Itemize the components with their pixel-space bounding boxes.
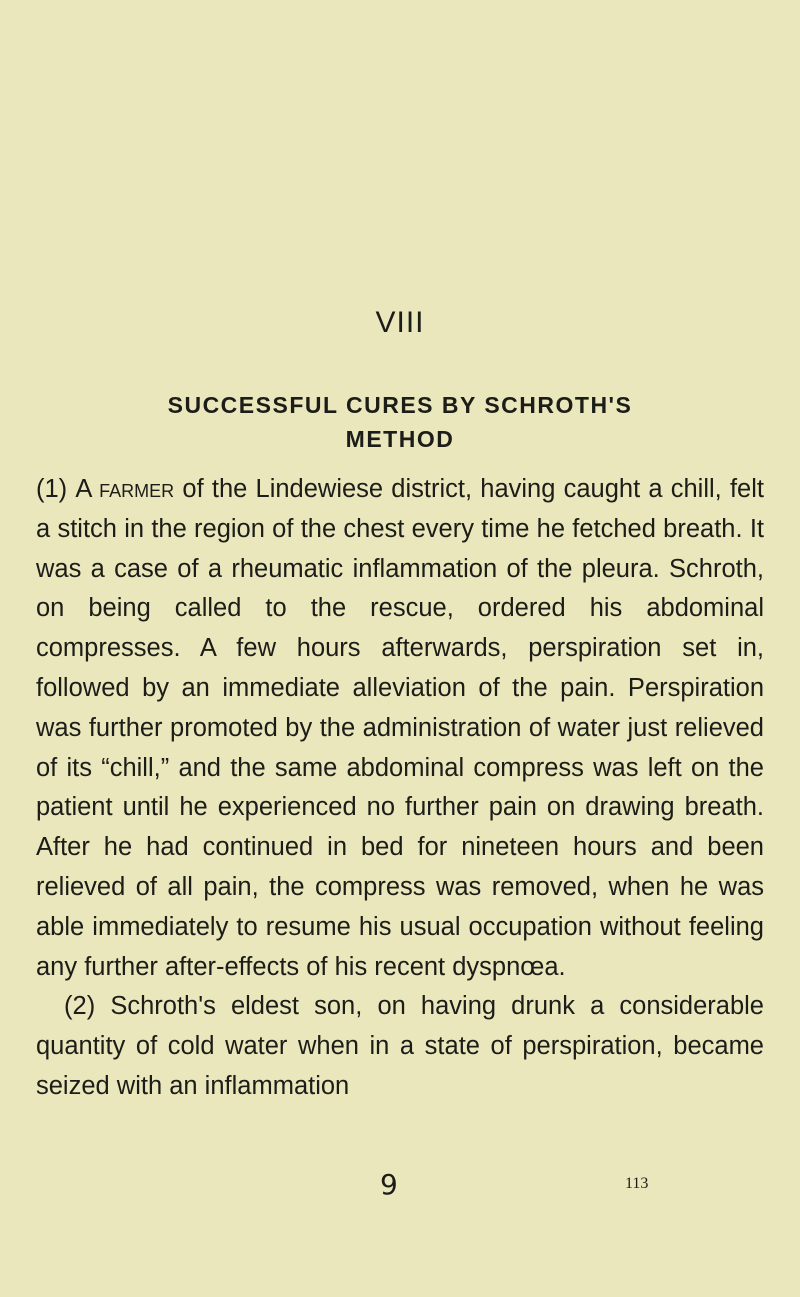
paragraph-1-number: (1) <box>36 475 68 503</box>
signature-mark: 9 <box>380 1168 398 1201</box>
chapter-title-line-2: METHOD <box>345 426 455 452</box>
paragraph-2-number: (2) <box>64 992 96 1021</box>
paragraph-2 <box>36 987 764 1106</box>
paragraph-2-text: Schroth's eldest son, on having drunk a considerable quantity of cold water when in a state of perspiration, became seized with an inflammation <box>36 992 764 1100</box>
paragraph-1-text: of the Lindewiese district, having caught a chill, felt a stitch in the region of the chest every time he fetched breath. It was a case of a rheumatic inflammation of the pleura. Schroth, on being called to the rescue, ordered his abdominal compresses. A few hours afterwards, perspiration set in, followed by an immediate alleviation of the pain. Perspiration was further promoted by the administration of water just relieved of its “chill,” and the same abdominal compress was left on the patient until he experienced no further pain on drawing breath. After he had continued in bed for nineteen hours and been relieved of all pain, the compress was removed, when he was able immediately to resume his usual occupation without feeling any further after-effects of his recent dyspnœa. <box>36 475 764 981</box>
body-text <box>36 470 764 1107</box>
page-number: 113 <box>625 1175 649 1192</box>
chapter-number: VIII <box>375 306 425 339</box>
chapter-title-line-1: SUCCESSFUL CURES BY SCHROTH'S <box>167 392 633 418</box>
paragraph-1-lead: A farmer <box>75 475 175 503</box>
paragraph-1 <box>36 470 764 987</box>
chapter-title <box>80 388 720 456</box>
